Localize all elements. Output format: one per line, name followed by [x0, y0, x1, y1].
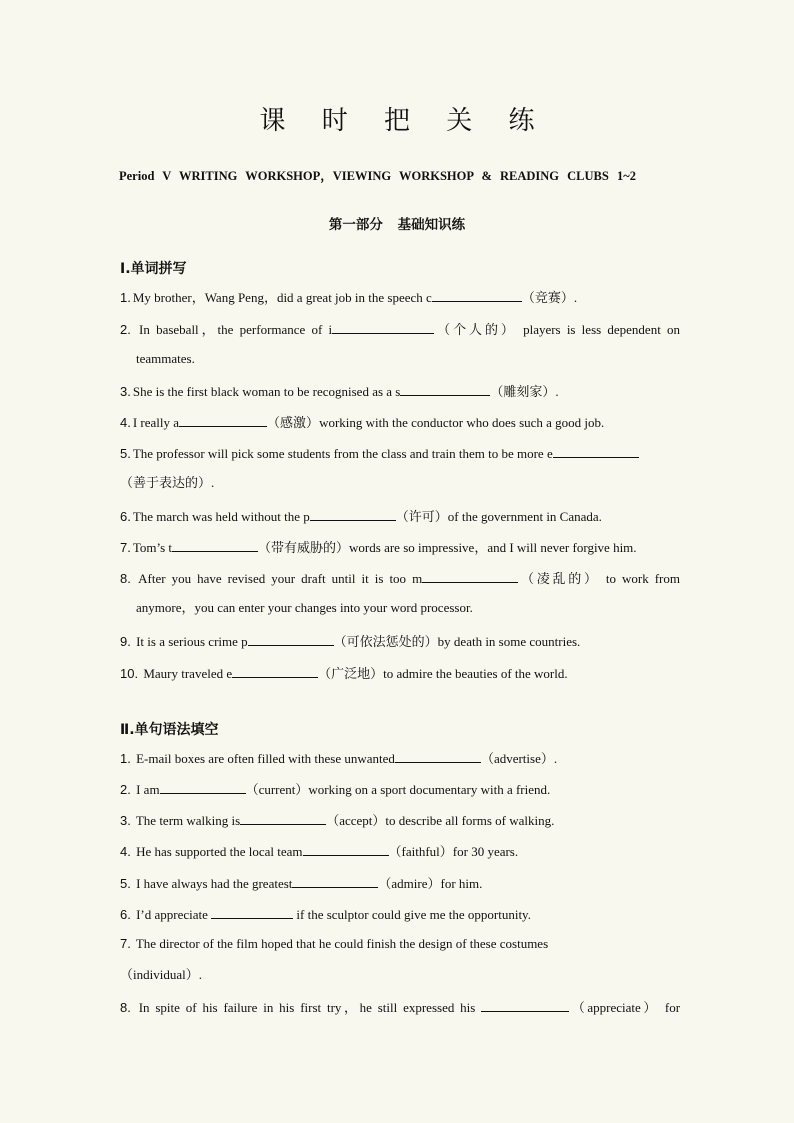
- question-1-2-cont: teammates.: [136, 351, 195, 366]
- question-2-3: 3. The term walking is （accept）to describe all forms of walking.: [120, 813, 555, 828]
- section1-heading: Ⅰ.单词拼写: [120, 261, 187, 277]
- question-1-6: 6. The march was held without the p （许可）of the government in Canada.: [120, 509, 602, 524]
- part-heading: 第一部分 基础知识练: [328, 217, 466, 233]
- answer-blank[interactable]: [160, 780, 246, 794]
- period-subtitle: Period V WRITING WORKSHOP，VIEWING WORKSHOP & READING CLUBS 1~2: [119, 169, 636, 183]
- answer-blank[interactable]: [232, 664, 318, 678]
- section2-heading: Ⅱ.单句语法填空: [120, 722, 219, 738]
- question-2-7-cont: （individual）.: [120, 967, 202, 982]
- answer-blank[interactable]: [432, 288, 522, 302]
- question-2-1: 1. E-mail boxes are often filled with these unwanted （advertise）.: [120, 751, 558, 766]
- question-1-8: 8. After you have revised your draft until it is too m （凌乱的） to work from: [120, 571, 680, 586]
- question-2-8: 8. In spite of his failure in his first try，he still expressed his （appreciate） for: [120, 1000, 681, 1015]
- question-1-2: 2. In baseball，the performance of i （个人的） players is less dependent on: [120, 322, 681, 337]
- question-2-4: 4. He has supported the local team （faithful）for 30 years.: [120, 844, 519, 859]
- question-2-2: 2. I am （current）working on a sport documentary with a friend.: [120, 782, 551, 797]
- question-1-1: 1. My brother，Wang Peng，did a great job in the speech c （竞赛）.: [120, 290, 578, 305]
- answer-blank[interactable]: [481, 998, 569, 1012]
- answer-blank[interactable]: [553, 444, 639, 458]
- question-1-7: 7. Tom’s t （带有威胁的）words are so impressive，and I will never forgive him.: [120, 540, 637, 555]
- answer-blank[interactable]: [248, 632, 334, 646]
- answer-blank[interactable]: [292, 874, 378, 888]
- answer-blank[interactable]: [395, 749, 481, 763]
- answer-blank[interactable]: [332, 320, 434, 334]
- answer-blank[interactable]: [400, 382, 490, 396]
- answer-blank[interactable]: [172, 538, 258, 552]
- question-1-10: 10. Maury traveled e （广泛地）to admire the beauties of the world.: [120, 666, 568, 681]
- answer-blank[interactable]: [179, 413, 267, 427]
- answer-blank[interactable]: [240, 811, 326, 825]
- question-1-4: 4. I really a （感激）working with the conductor who does such a good job.: [120, 415, 605, 430]
- question-2-7: 7. The director of the film hoped that he could finish the design of these costumes: [120, 936, 549, 951]
- question-1-8-cont: anymore，you can enter your changes into your word processor.: [136, 600, 473, 615]
- question-1-5: 5. The professor will pick some students from the class and train them to be more e: [120, 444, 680, 462]
- question-2-6: 6. I’d appreciate if the sculptor could give me the opportunity.: [120, 907, 531, 922]
- question-1-3: 3. She is the first black woman to be recognised as a s （雕刻家）.: [120, 384, 559, 399]
- answer-blank[interactable]: [310, 507, 396, 521]
- answer-blank[interactable]: [211, 905, 293, 919]
- question-1-9: 9. It is a serious crime p （可依法惩处的）by death in some countries.: [120, 634, 581, 649]
- answer-blank[interactable]: [303, 842, 389, 856]
- page-title: 课 时 把 关 练: [259, 106, 549, 136]
- question-2-5: 5. I have always had the greatest （admire）for him.: [120, 876, 483, 891]
- answer-blank[interactable]: [422, 569, 518, 583]
- question-1-5-cont: （善于表达的）.: [120, 475, 215, 490]
